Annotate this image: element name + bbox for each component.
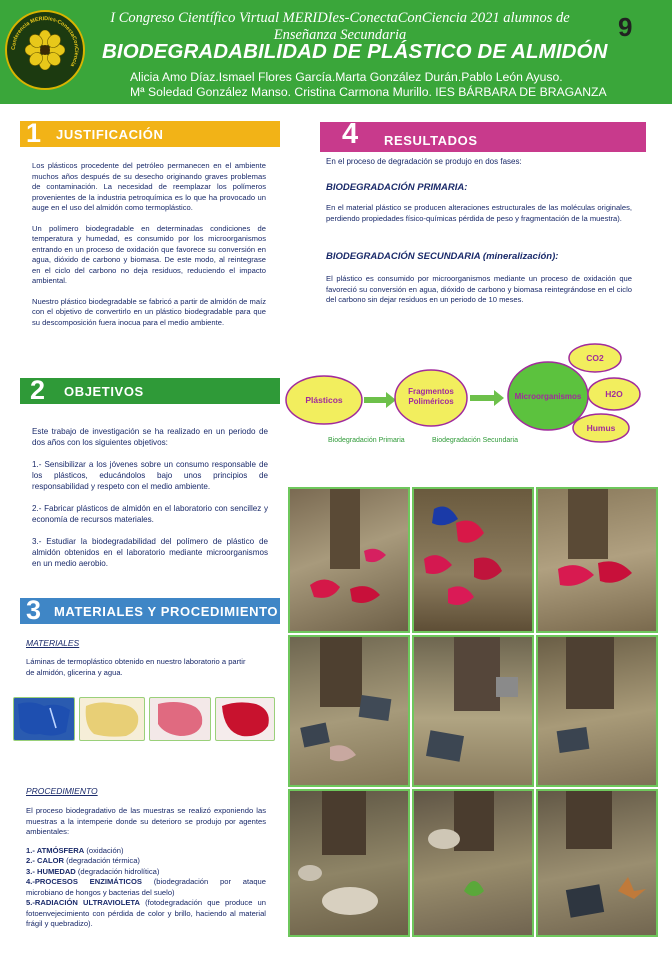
procedimiento-heading: PROCEDIMIENTO [26,786,98,796]
primaria-text: En el material plástico se producen alteraciones estructurales de las moléculas originales, perdiendo propiedades físico-químicas pérdida de peso y fragmentación de la muestra). [326,203,632,223]
pink-plastic-sample [149,697,211,741]
yellow-plastic-sample [79,697,145,741]
humus-label: Humus [586,423,616,433]
plasticos-label: Plásticos [305,395,343,405]
conference-logo [5,10,85,90]
section-3-banner [20,595,280,625]
objetivo-item: 2.- Fabricar plásticos de almidón en el laboratorio con sencillez y economía de recursos materiales. [32,504,268,524]
agent-name: 1.- ATMÓSFERA [26,845,85,855]
materiales-heading: MATERIALES [26,638,80,648]
blue-plastic-sample [13,697,75,741]
microorganismos-label: Microorganismos [514,392,582,401]
h2o-node [588,378,640,410]
humus-node [573,414,629,442]
degradation-photo [288,487,410,633]
agent-item [26,898,266,930]
section-1-body [32,161,266,328]
section-4-banner [320,118,646,152]
fragmentos-node [395,370,467,426]
plastic-samples-strip [13,697,275,743]
logo-text: Conferencia MERIDIes-ConectaConCiencia [10,15,80,68]
authors-line-1: Alicia Amo Díaz.Ismael Flores García.Marta González Durán.Pablo León Ayuso. [130,70,563,84]
logo-ring-text [7,12,83,88]
section-3-label: MATERIALES Y PROCEDIMIENTO [54,604,279,619]
secundaria-heading: BIODEGRADACIÓN SECUNDARIA (mineralización): [326,251,559,262]
microorganismos-node [508,362,588,430]
degradation-photo [536,789,658,937]
section-3-number: 3 [26,595,42,625]
agent-item [26,846,266,857]
co2-node [569,344,621,372]
justificacion-paragraph: Un polímero biodegradable en determinadas condiciones de temperatura y humedad, es consumido por los microorganismos entrando en un proceso de oxidación que favorece su conversión en agua, dióxido de carbono y biomasa. De este modo, al reintegrase en el ciclo del carbono no deja residuos, reduciendo el impacto ambiental. [32,223,266,285]
procedimiento-body [26,806,266,930]
agent-name: 4.-PROCESOS ENZIMÁTICOS [26,877,142,886]
section-1-label: JUSTIFICACIÓN [56,127,164,142]
secundaria-text: El plástico es consumido por microorganismos mediante un proceso de oxidación que favoreció su conversión en agua, dióxido de carbono y biomasa reintegrándose en el ciclo del carbono sin dejar residuos en un periodo de 10 meses. [326,274,632,304]
agent-item [26,867,266,878]
conference-line: I Congreso Científico Virtual MERIDIes-ConectaConCiencia 2021 alumnos de Enseñanza Secundaria [110,10,570,43]
red-plastic-sample [215,697,275,741]
section-2-banner [20,375,280,405]
secundaria-label: Biodegradación Secundaria [432,437,519,444]
degradation-photo [288,635,410,787]
section-2-label: OBJETIVOS [64,384,144,399]
procedimiento-text: El proceso biodegradativo de las muestras se realizó exponiendo las muestras a la intemperie donde su deterioro se produjo por agentes ambientales: [26,806,266,836]
degradation-photo [536,635,658,787]
fragmentos-label-1: Fragmentos [408,387,454,396]
agent-desc: (degradación térmica) [63,856,140,865]
objetivo-item: 3.- Estudiar la biodegradabilidad del polímero de plástico de almidón obtenidos en el laboratorio mediante microorganismos en un medio aerobio. [32,537,268,568]
degradation-photo-grid [288,487,668,937]
primaria-label: Biodegradación Primaria [328,437,405,444]
agent-name: 3.- HUMEDAD [26,866,76,876]
section-2-number: 2 [30,375,46,405]
authors-line-2: Mª Soledad González Manso. Cristina Carmona Murillo. IES BÁRBARA DE BRAGANZA [130,85,607,99]
section-1-number: 1 [26,118,42,148]
co2-label: CO2 [586,353,604,363]
justificacion-paragraph: Nuestro plástico biodegradable se fabricó a partir de almidón de maíz con el objetivo de convertirlo en un plástico biodegradable para que su descomposición fuera inocua para el medio ambiente. [32,296,266,327]
degradation-photo [412,789,534,937]
poster-number: 9 [618,12,633,42]
materiales-text: Láminas de termoplástico obtenido en nuestro laboratorio a partir de almidón, glicerina y agua. [26,657,246,677]
section-1-banner [20,118,280,148]
agent-desc: (biodegradación por ataque microbiano de hongos y bacterias del suelo) [26,877,266,897]
objetivos-intro: Este trabajo de investigación se ha realizado en un periodo de dos años con los siguientes objetivos: [32,427,268,447]
agent-desc: (degradación hidrolítica) [75,866,160,876]
section-4-number: 4 [342,118,359,150]
fragmentos-label-2: Poliméricos [408,397,454,406]
resultados-intro: En el proceso de degradación se produjo en dos fases: [326,157,522,166]
agent-item [26,877,266,898]
plasticos-node [286,376,362,424]
agent-desc: (fotodegradación que produce un fotoenvejecimiento con pérdida de color y brillo, haciendo al material frágil y quebradizo). [26,898,266,928]
agent-name: 2.- CALOR [26,856,64,865]
degradation-photo [412,487,534,633]
section-2-body [32,426,268,569]
degradation-photo [288,789,410,937]
agent-desc: (oxidación) [84,845,124,855]
agent-item [26,856,266,867]
justificacion-paragraph: Los plásticos procedente del petróleo permanecen en el ambiente muchos años después de su desecho originando graves problemas de contaminación. La necesidad de reemplazar los polímeros provenientes de la industria petroquímica es lo que ha provocado un auge en el uso del almidón como termoplástico. [32,161,266,212]
h2o-label: H2O [605,389,623,399]
degradation-photo [536,487,658,633]
biodegradation-diagram [284,338,672,450]
arrow-2-head [494,390,504,406]
degradation-photo [412,635,534,787]
primaria-heading: BIODEGRADACIÓN PRIMARIA: [326,182,468,193]
objetivo-item: 1.- Sensibilizar a los jóvenes sobre un consumo responsable de los plásticos, educándolos bajo unos principios de responsabilidad y respeto con el medio ambiente. [32,460,268,491]
svg-text:Conferencia MERIDIes-ConectaCo [11,16,79,68]
agent-name: 5.-RADIACIÓN ULTRAVIOLETA [26,898,140,907]
poster-title: BIODEGRADABILIDAD DE PLÁSTICO DE ALMIDÓN [102,40,608,63]
section-4-label: RESULTADOS [384,133,478,148]
